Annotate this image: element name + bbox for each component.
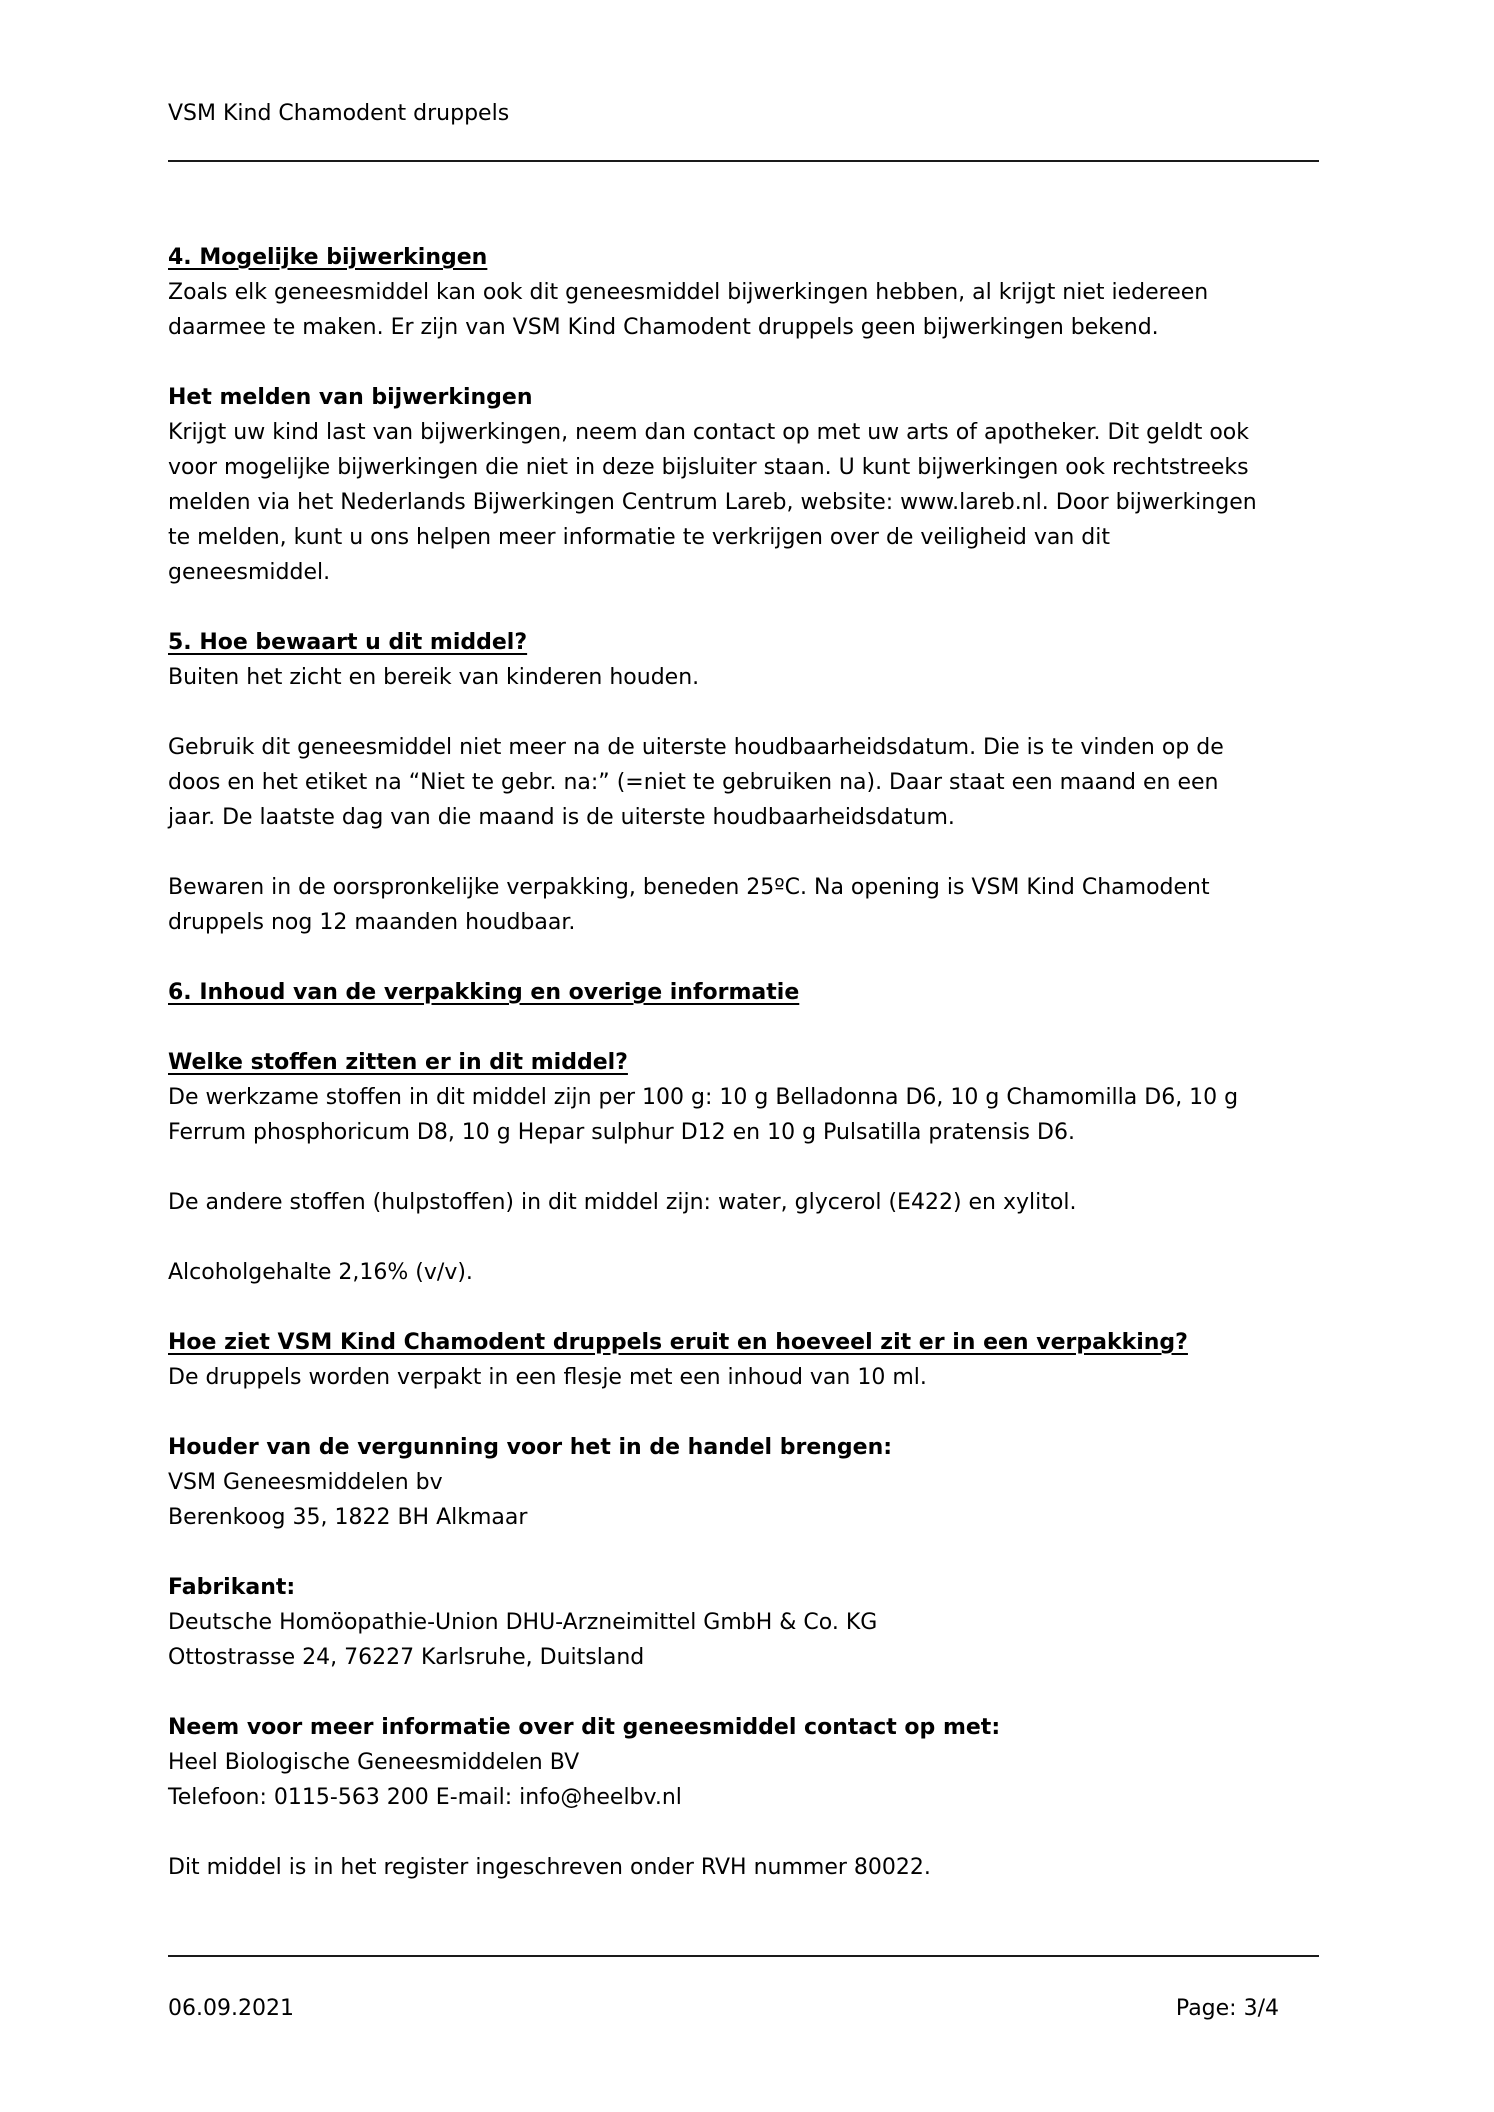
text-block — [168, 1710, 1328, 1815]
body-line: melden via het Nederlands Bijwerkingen Centrum Lareb, website: www.lareb.nl. Door bijwerkingen — [168, 490, 1257, 515]
text-block — [168, 1185, 1328, 1220]
section-heading: Neem voor meer informatie over dit geneesmiddel contact op met: — [168, 1715, 1001, 1740]
section-heading: 5. Hoe bewaart u dit middel? — [168, 630, 528, 655]
body-line: voor mogelijke bijwerkingen die niet in deze bijsluiter staan. U kunt bijwerkingen ook rechtstreeks — [168, 455, 1249, 480]
text-block — [168, 1325, 1328, 1395]
body-line: Gebruik dit geneesmiddel niet meer na de uiterste houdbaarheidsdatum. Die is te vinden op de — [168, 735, 1224, 760]
footer-divider-line — [168, 1955, 1319, 1957]
header-divider-line — [168, 160, 1319, 162]
body-line: Ottostrasse 24, 76227 Karlsruhe, Duitsland — [168, 1645, 645, 1670]
section-heading: Hoe ziet VSM Kind Chamodent druppels eruit en hoeveel zit er in een verpakking? — [168, 1330, 1188, 1355]
body-line: De druppels worden verpakt in een flesje met een inhoud van 10 ml. — [168, 1365, 927, 1390]
body-line: Dit middel is in het register ingeschreven onder RVH nummer 80022. — [168, 1855, 931, 1880]
text-block — [168, 240, 1328, 345]
page-number: Page: 3/4 — [1175, 1996, 1279, 2021]
text-block — [168, 380, 1328, 590]
body-line: Bewaren in de oorspronkelijke verpakking, beneden 25ºC. Na opening is VSM Kind Chamodent — [168, 875, 1210, 900]
body-line: jaar. De laatste dag van die maand is de uiterste houdbaarheidsdatum. — [168, 805, 955, 830]
body-line: Heel Biologische Geneesmiddelen BV — [168, 1750, 580, 1775]
section-heading: Fabrikant: — [168, 1575, 296, 1600]
body-line: De werkzame stoffen in dit middel zijn per 100 g: 10 g Belladonna D6, 10 g Chamomilla D6, 10 g — [168, 1085, 1239, 1110]
body-line: Telefoon: 0115-563 200 E-mail: info@heelbv.nl — [168, 1785, 682, 1810]
body-line: Zoals elk geneesmiddel kan ook dit geneesmiddel bijwerkingen hebben, al krijgt niet iedereen — [168, 280, 1209, 305]
section-heading: Het melden van bijwerkingen — [168, 385, 533, 410]
body-line: geneesmiddel. — [168, 560, 331, 585]
body-line: doos en het etiket na “Niet te gebr. na:” (=niet te gebruiken na). Daar staat een maand en een — [168, 770, 1219, 795]
body-line: Deutsche Homöopathie-Union DHU-Arzneimittel GmbH & Co. KG — [168, 1610, 878, 1635]
footer-date: 06.09.2021 — [168, 1996, 294, 2021]
text-block — [168, 870, 1328, 940]
body-line: daarmee te maken. Er zijn van VSM Kind Chamodent druppels geen bijwerkingen bekend. — [168, 315, 1159, 340]
body-line: Alcoholgehalte 2,16% (v/v). — [168, 1260, 473, 1285]
body-line: Berenkoog 35, 1822 BH Alkmaar — [168, 1505, 528, 1530]
body-line: De andere stoffen (hulpstoffen) in dit middel zijn: water, glycerol (E422) en xylitol. — [168, 1190, 1077, 1215]
text-block — [168, 730, 1328, 835]
text-block — [168, 1430, 1328, 1535]
document-body — [168, 240, 1328, 1885]
section-heading: 4. Mogelijke bijwerkingen — [168, 245, 488, 270]
section-heading: Houder van de vergunning voor het in de handel brengen: — [168, 1435, 893, 1460]
body-line: te melden, kunt u ons helpen meer informatie te verkrijgen over de veiligheid van dit — [168, 525, 1110, 550]
body-line: druppels nog 12 maanden houdbaar. — [168, 910, 576, 935]
text-block — [168, 625, 1328, 695]
text-block — [168, 1255, 1328, 1290]
text-block — [168, 975, 1328, 1010]
document-header-title: VSM Kind Chamodent druppels — [168, 101, 510, 126]
text-block — [168, 1570, 1328, 1675]
body-line: Buiten het zicht en bereik van kinderen houden. — [168, 665, 700, 690]
body-line: VSM Geneesmiddelen bv — [168, 1470, 443, 1495]
document-footer — [168, 1991, 1319, 2026]
body-line: Ferrum phosphoricum D8, 10 g Hepar sulphur D12 en 10 g Pulsatilla pratensis D6. — [168, 1120, 1075, 1145]
section-heading: Welke stoffen zitten er in dit middel? — [168, 1050, 628, 1075]
text-block — [168, 1850, 1328, 1885]
section-heading: 6. Inhoud van de verpakking en overige informatie — [168, 980, 800, 1005]
body-line: Krijgt uw kind last van bijwerkingen, neem dan contact op met uw arts of apotheker. Dit geldt ook — [168, 420, 1249, 445]
text-block — [168, 1045, 1328, 1150]
